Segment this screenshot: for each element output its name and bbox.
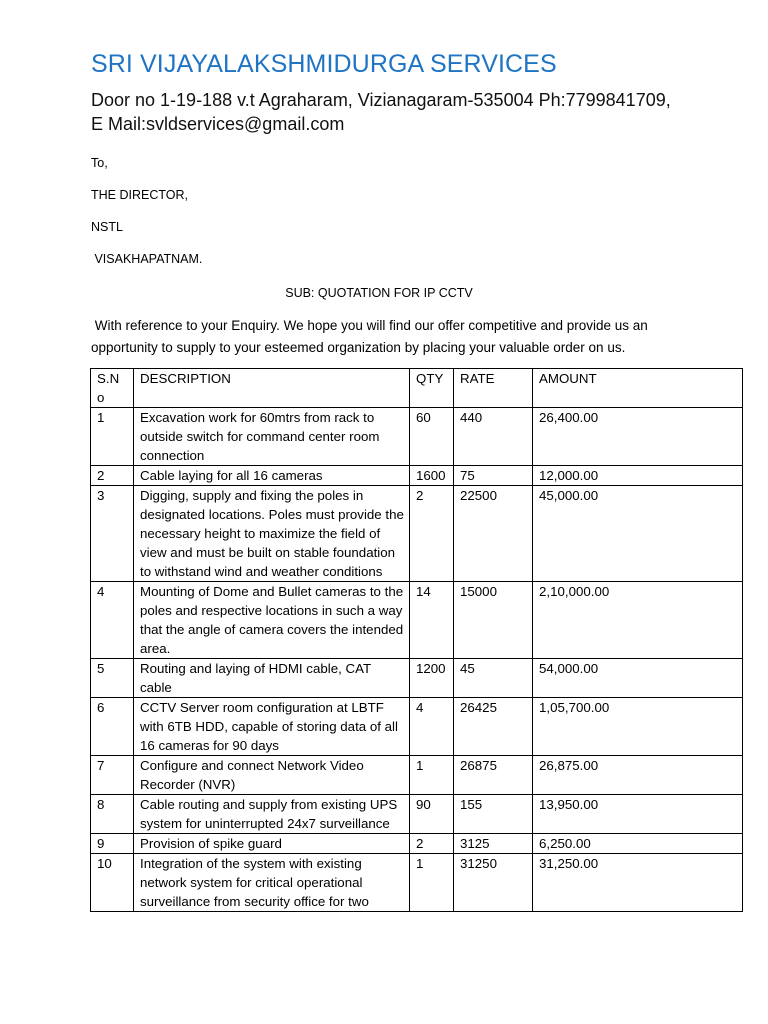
cell-description: Cable laying for all 16 cameras	[134, 466, 410, 486]
cell-rate: 440	[454, 408, 533, 466]
cell-sno: 5	[91, 659, 134, 698]
header-rate: RATE	[454, 369, 533, 408]
cell-amount: 6,250.00	[533, 834, 743, 854]
cell-amount: 2,10,000.00	[533, 582, 743, 659]
header-qty: QTY	[410, 369, 454, 408]
intro-paragraph	[91, 315, 691, 359]
cell-rate: 15000	[454, 582, 533, 659]
cell-sno: 10	[91, 854, 134, 912]
cell-amount: 12,000.00	[533, 466, 743, 486]
table-row	[91, 466, 743, 486]
cell-rate: 75	[454, 466, 533, 486]
header-sno: S.N o	[91, 369, 134, 408]
cell-description: Routing and laying of HDMI cable, CAT cable	[134, 659, 410, 698]
cell-rate: 45	[454, 659, 533, 698]
address-line: Door no 1-19-188 v.t Agraharam, Vizianagaram-535004 Ph:7799841709,	[91, 90, 671, 110]
recipient-city: VISAKHAPATNAM.	[91, 252, 203, 266]
cell-sno: 1	[91, 408, 134, 466]
cell-amount: 13,950.00	[533, 795, 743, 834]
salutation-to: To,	[91, 156, 108, 170]
table-row	[91, 834, 743, 854]
cell-amount: 26,400.00	[533, 408, 743, 466]
cell-description: CCTV Server room configuration at LBTF with 6TB HDD, capable of storing data of all 16 cameras for 90 days	[134, 698, 410, 756]
cell-sno: 4	[91, 582, 134, 659]
company-address	[91, 88, 731, 136]
table-row	[91, 659, 743, 698]
cell-description: Digging, supply and fixing the poles in designated locations. Poles must provide the necessary height to maximize the field of view and must be built on stable foundation to withstand wind and weather conditions	[134, 486, 410, 582]
cell-qty: 1600	[410, 466, 454, 486]
cell-rate: 22500	[454, 486, 533, 582]
cell-sno: 7	[91, 756, 134, 795]
cell-amount: 54,000.00	[533, 659, 743, 698]
quotation-table	[90, 368, 743, 912]
cell-sno: 6	[91, 698, 134, 756]
cell-qty: 90	[410, 795, 454, 834]
table-row	[91, 408, 743, 466]
cell-qty: 4	[410, 698, 454, 756]
cell-amount: 31,250.00	[533, 854, 743, 912]
header-description: DESCRIPTION	[134, 369, 410, 408]
intro-line-1: With reference to your Enquiry. We hope you will find our offer competitive and provide us an	[91, 318, 648, 333]
cell-rate: 31250	[454, 854, 533, 912]
cell-sno: 8	[91, 795, 134, 834]
table-row	[91, 854, 743, 912]
cell-amount: 45,000.00	[533, 486, 743, 582]
recipient-org: NSTL	[91, 220, 123, 234]
cell-amount: 1,05,700.00	[533, 698, 743, 756]
table-row	[91, 582, 743, 659]
cell-qty: 1	[410, 854, 454, 912]
table-row	[91, 795, 743, 834]
intro-line-2: opportunity to supply to your esteemed organization by placing your valuable order on us.	[91, 340, 626, 355]
cell-description: Excavation work for 60mtrs from rack to outside switch for command center room connection	[134, 408, 410, 466]
table-header-row	[91, 369, 743, 408]
cell-rate: 3125	[454, 834, 533, 854]
email-line: E Mail:svldservices@gmail.com	[91, 114, 345, 134]
cell-description: Provision of spike guard	[134, 834, 410, 854]
table-row	[91, 486, 743, 582]
cell-rate: 155	[454, 795, 533, 834]
table-row	[91, 698, 743, 756]
cell-qty: 14	[410, 582, 454, 659]
cell-rate: 26875	[454, 756, 533, 795]
cell-description: Cable routing and supply from existing UPS system for uninterrupted 24x7 surveillance	[134, 795, 410, 834]
cell-description: Configure and connect Network Video Recorder (NVR)	[134, 756, 410, 795]
cell-rate: 26425	[454, 698, 533, 756]
cell-qty: 1200	[410, 659, 454, 698]
table-row	[91, 756, 743, 795]
cell-description: Mounting of Dome and Bullet cameras to the poles and respective locations in such a way that the angle of camera covers the intended area.	[134, 582, 410, 659]
recipient-title: THE DIRECTOR,	[91, 188, 188, 202]
cell-qty: 2	[410, 486, 454, 582]
cell-sno: 2	[91, 466, 134, 486]
cell-sno: 9	[91, 834, 134, 854]
cell-amount: 26,875.00	[533, 756, 743, 795]
subject-line: SUB: QUOTATION FOR IP CCTV	[285, 286, 473, 300]
cell-qty: 60	[410, 408, 454, 466]
cell-description: Integration of the system with existing network system for critical operational surveillance from security office for two	[134, 854, 410, 912]
company-name: SRI VIJAYALAKSHMIDURGA SERVICES	[91, 50, 557, 78]
cell-qty: 1	[410, 756, 454, 795]
cell-sno: 3	[91, 486, 134, 582]
cell-qty: 2	[410, 834, 454, 854]
header-amount: AMOUNT	[533, 369, 743, 408]
